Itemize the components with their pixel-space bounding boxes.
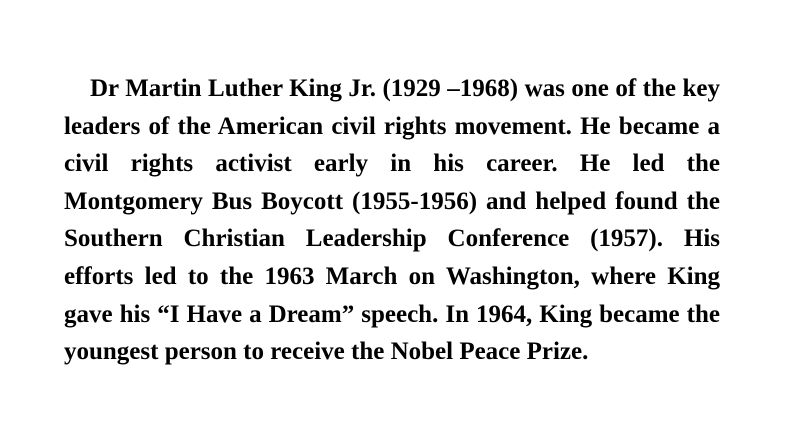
body-paragraph: Dr Martin Luther King Jr. (1929 –1968) was one of the key leaders of the American civil rights movement. He became a civil rights activist early in his career. He led the Montgomery Bus Boycott (1955-1956) and helped found the Southern Christian Leadership Conference (1957). His efforts led to the 1963 March on Washington, where King gave his “I Have a Dream” speech. In 1964, King became the youngest person to receive the Nobel Peace Prize. [64, 75, 720, 366]
